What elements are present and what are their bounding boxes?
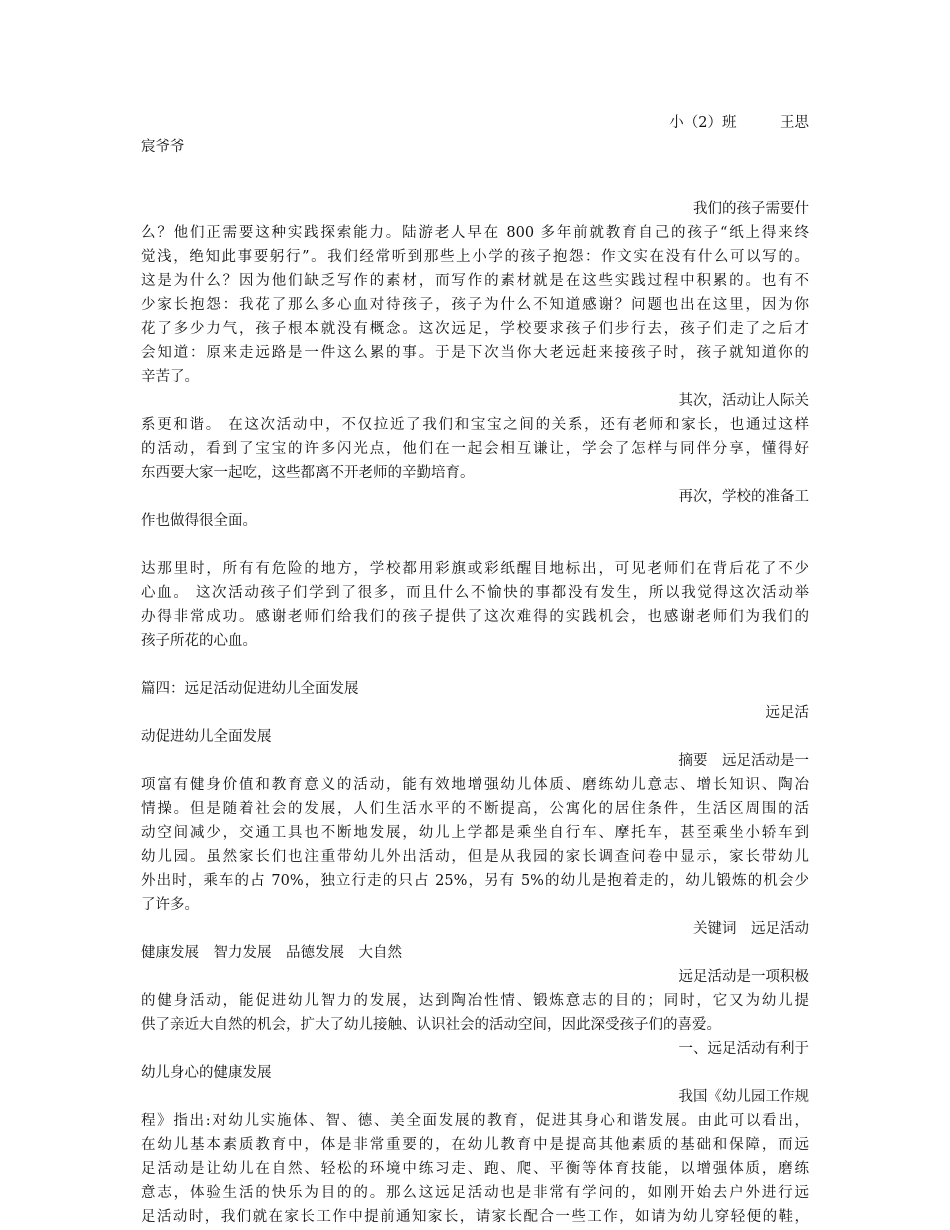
text-line: 我国《幼儿园工作规 xyxy=(678,1089,809,1105)
text-line: 宸爷爷 xyxy=(141,139,185,155)
text-line: 远足活 xyxy=(765,705,809,721)
text-line: 的活动，看到了宝宝的许多闪光点，他们在一起会相互谦让，学会了怎样与同伴分享，懂得好 xyxy=(141,441,809,457)
text-line: 意志，体验生活的快乐为目的的。那么这远足活动也是非常有学问的，如刚开始去户外进行远 xyxy=(141,1185,809,1201)
text-line: 会知道：原来走远路是一件这么累的事。于是下次当你大老远赶来接孩子时，孩子就知道你的 xyxy=(141,345,809,361)
text-line: 程》指出:对幼儿实施体、智、德、美全面发展的教育，促进其身心和谐发展。由此可以看出， xyxy=(141,1113,809,1129)
text-line: 在幼儿基本素质教育中，体是非常重要的，在幼儿教育中是提高其他素质的基础和保障，而远 xyxy=(141,1137,809,1153)
text-line: 幼儿身心的健康发展 xyxy=(141,1065,272,1081)
text-line: 关键词 远足活动 xyxy=(693,921,809,937)
text-line: 觉浅，绝知此事要躬行”。我们经常听到那些上小学的孩子抱怨：作文实在没有什么可以写的。 xyxy=(141,249,809,265)
text-line: 心血。 这次活动孩子们学到了很多，而且什么不愉快的事都没有发生，所以我觉得这次活动举 xyxy=(141,585,809,601)
text-line: 幼儿园。虽然家长们也注重带幼儿外出活动，但是从我园的家长调查问卷中显示，家长带幼儿 xyxy=(141,849,809,865)
section-heading: 篇四：远足活动促进幼儿全面发展 xyxy=(141,681,359,697)
text-line: 外出时，乘车的占 70%，独立行走的只占 25%，另有 5%的幼儿是抱着走的，幼儿锻炼的机会少 xyxy=(141,873,809,889)
text-line: 再次，学校的准备工 xyxy=(678,489,809,505)
text-line: 孩子所花的心血。 xyxy=(141,633,257,649)
text-line: 小（2）班 王思 xyxy=(669,115,809,131)
text-line: 花了多少力气，孩子根本就没有概念。这次远足，学校要求孩子们步行去，孩子们走了之后才 xyxy=(141,321,809,337)
text-line: 足活动时，我们就在家长工作中提前通知家长，请家长配合一些工作，如请为幼儿穿轻便的鞋， xyxy=(141,1209,809,1225)
text-line: 一、远足活动有利于 xyxy=(678,1041,809,1057)
text-line: 的健身活动，能促进幼儿智力的发展，达到陶冶性情、锻炼意志的目的；同时，它又为幼儿提 xyxy=(141,993,809,1009)
text-line: 情操。但是随着社会的发展，人们生活水平的不断提高，公寓化的居住条件，生活区周围的活 xyxy=(141,801,809,817)
text-line: 远足活动是一项积极 xyxy=(678,969,809,985)
text-line: 我们的孩子需要什 xyxy=(693,201,809,217)
text-line: 作也做得很全面。 xyxy=(141,513,257,529)
text-line: 项富有健身价值和教育意义的活动，能有效地增强幼儿体质、磨练幼儿意志、增长知识、陶冶 xyxy=(141,777,809,793)
text-line: 足活动是让幼儿在自然、轻松的环境中练习走、跑、爬、平衡等体育技能，以增强体质，磨练 xyxy=(141,1161,809,1177)
text-line: 东西要大家一起吃，这些都离不开老师的辛勤培育。 xyxy=(141,465,475,481)
text-line: 少家长抱怨：我花了那么多心血对待孩子，孩子为什么不知道感谢？问题也出在这里，因为你 xyxy=(141,297,809,313)
text-line: 供了亲近大自然的机会，扩大了幼儿接触、认识社会的活动空间，因此深受孩子们的喜爱。 xyxy=(141,1017,721,1033)
text-line: 摘要 远足活动是一 xyxy=(678,753,809,769)
text-line: 办得非常成功。感谢老师们给我们的孩子提供了这次难得的实践机会，也感谢老师们为我们的 xyxy=(141,609,809,625)
text-line: 系更和谐。 在这次活动中，不仅拉近了我们和宝宝之间的关系，还有老师和家长，也通过这样 xyxy=(141,417,809,433)
text-line: 动空间减少，交通工具也不断地发展，幼儿上学都是乘坐自行车、摩托车，甚至乘坐小轿车到 xyxy=(141,825,809,841)
text-line: 这是为什么？因为他们缺乏写作的素材，而写作的素材就是在这些实践过程中积累的。也有不 xyxy=(141,273,809,289)
text-line: 其次，活动让人际关 xyxy=(678,393,809,409)
text-line: 动促进幼儿全面发展 xyxy=(141,729,272,745)
text-line: 辛苦了。 xyxy=(141,369,199,385)
text-line: 达那里时，所有有危险的地方，学校都用彩旗或彩纸醒目地标出，可见老师们在背后花了不少 xyxy=(141,561,809,577)
text-line: 么？他们正需要这种实践探索能力。陆游老人早在 800 多年前就教育自己的孩子“纸上得来终 xyxy=(141,225,809,241)
text-line: 健康发展 智力发展 品德发展 大自然 xyxy=(141,945,402,961)
text-line: 了许多。 xyxy=(141,897,199,913)
